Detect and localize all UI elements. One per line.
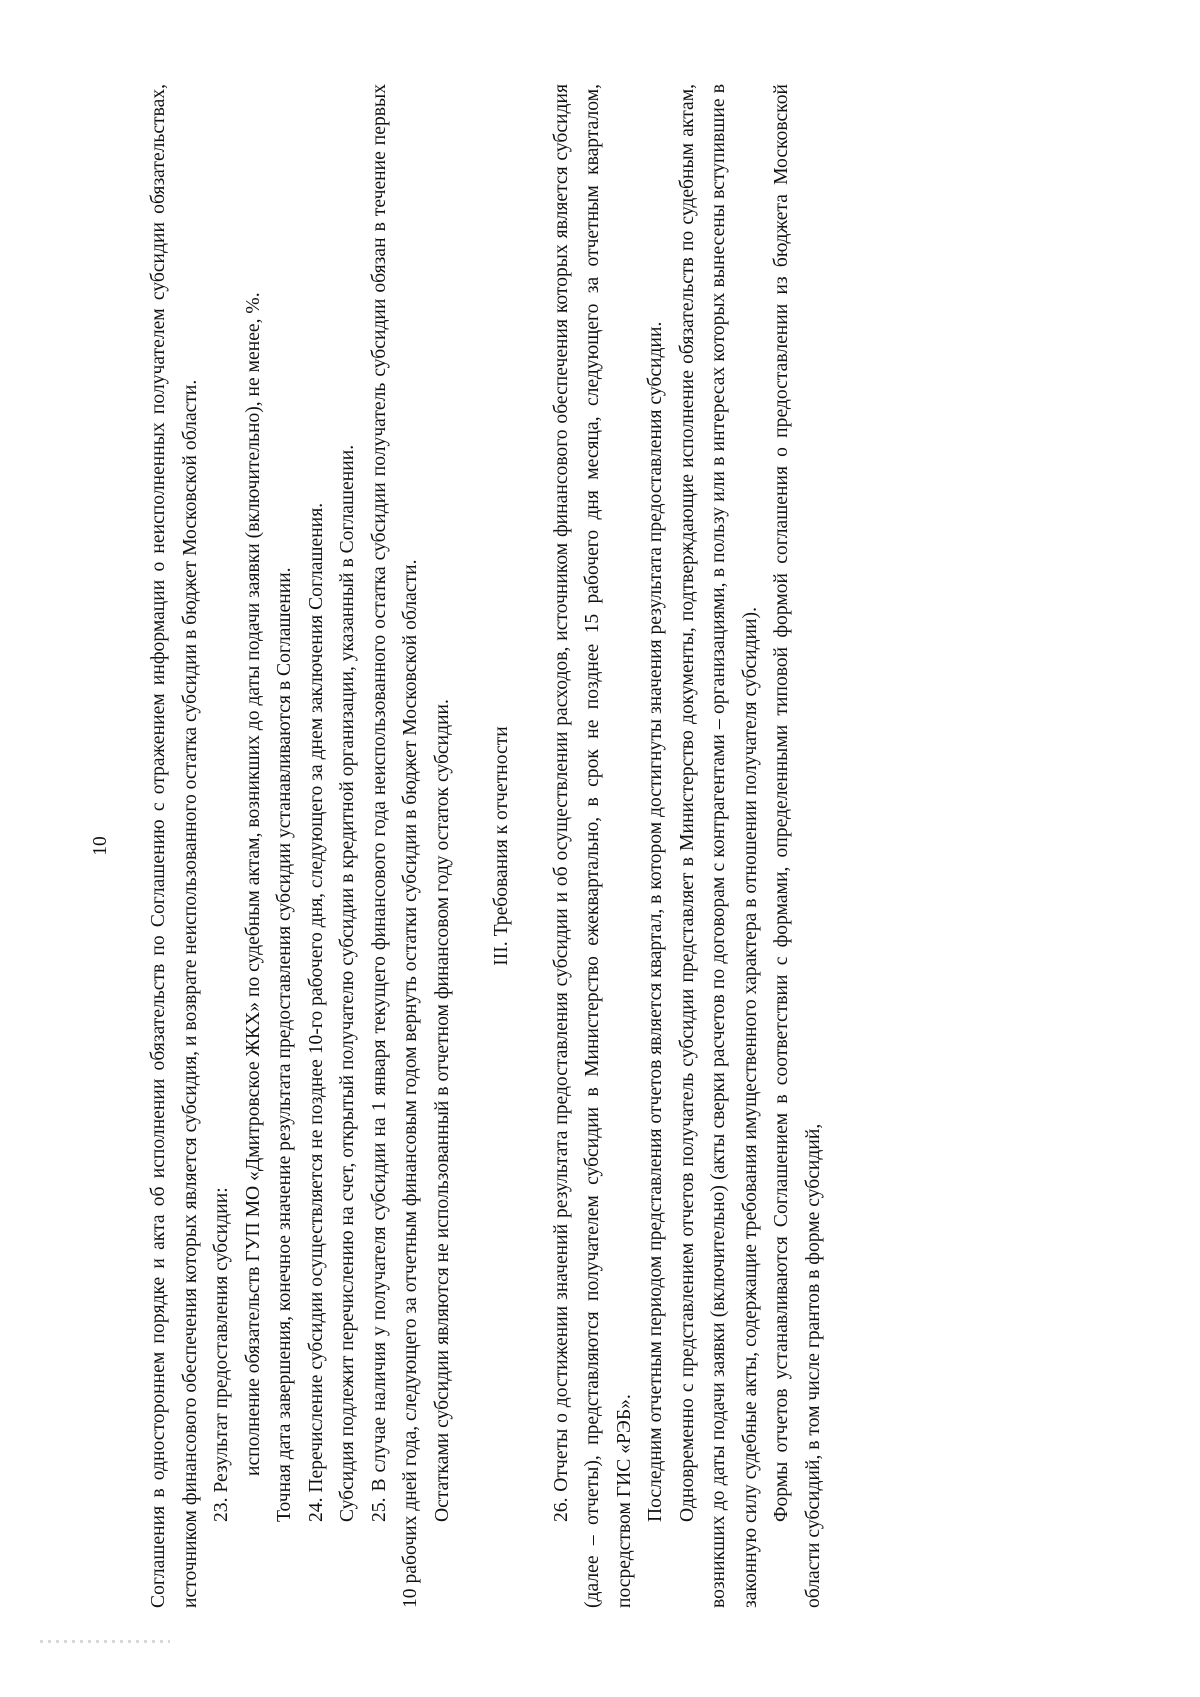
- section-title: III. Требования к отчетности: [491, 726, 512, 966]
- paragraph: Точная дата завершения, конечное значение результата предоставления субсидии устанавливаются в Соглашении.: [274, 567, 295, 1522]
- document-body: [143, 84, 829, 1608]
- paragraph: 24. Перечисление субсидии осуществляется не позднее 10-го рабочего дня, следующего за днем заключения Соглашения.: [305, 502, 327, 1522]
- paragraph: Последним отчетным периодом представления отчетов является квартал, в котором достигнуты значения результата предоставления субсидии.: [645, 321, 666, 1522]
- paragraph: исполнение обязательств ГУП МО «Дмитровское ЖКХ» по судебным актам, возникших до даты подачи заявки (включительно), не менее, %.: [242, 292, 264, 1476]
- scan-artifact: [40, 1640, 170, 1643]
- paragraph: Формы отчетов устанавливаются Соглашением в соответствии с формами, определенными типовой формой соглашения о предоставлении из бюджета Московской области субсидий, в том числе грантов в форме субсидий,: [771, 84, 824, 1608]
- paragraph: Остатками субсидии являются не использованный в отчетном финансовом году остаток субсидии.: [431, 699, 453, 1522]
- paragraph: 23. Результат предоставления субсидии:: [211, 1187, 232, 1522]
- paragraph: 25. В случае наличия у получателя субсидии на 1 января текущего финансового года неиспользованного остатка субсидии получатель субсидии обязан в течение первых 10 рабочих дней года, следующего за отчетным финансовым годом вернуть остатки субсидии в бюджет Московской области.: [368, 84, 421, 1608]
- paragraph: 26. Отчеты о достижении значений результата предоставления субсидии и об осуществлении расходов, источником финансового обеспечения которых является субсидия (далее – отчеты), представляются получателем субсидии в Министерство ежеквартально, в срок не позднее 15 рабочего дня месяца, следующего за отчетным кварталом, посредством ГИС «РЭБ».: [550, 84, 635, 1608]
- paragraph: Одновременно с представлением отчетов получатель субсидии представляет в Министерство документы, подтверждающие исполнение обязательств по судебным актам, возникших до даты подачи заявки (включительно) (акты сверки расчетов по договорам с контрагентами – организациями, в пользу или в интересах которых вынесены вступившие в законную силу судебные акты, содержащие требования имущественного характера в отношении получателя субсидии).: [676, 84, 761, 1608]
- paragraph: Соглашения в одностороннем порядке и акта об исполнении обязательств по Соглашению с отражением информации о неисполненных получателем субсидии обязательствах, источником финансового обеспечения которых является субсидия, и возврате неиспользованного остатка субсидии в бюджет Московской области.: [148, 84, 201, 1608]
- paragraph: Субсидия подлежит перечислению на счет, открытый получателю субсидии в кредитной организации, указанный в Соглашении.: [337, 444, 358, 1522]
- page-number: 10: [90, 836, 111, 856]
- rotated-page-content: [85, 84, 1095, 1608]
